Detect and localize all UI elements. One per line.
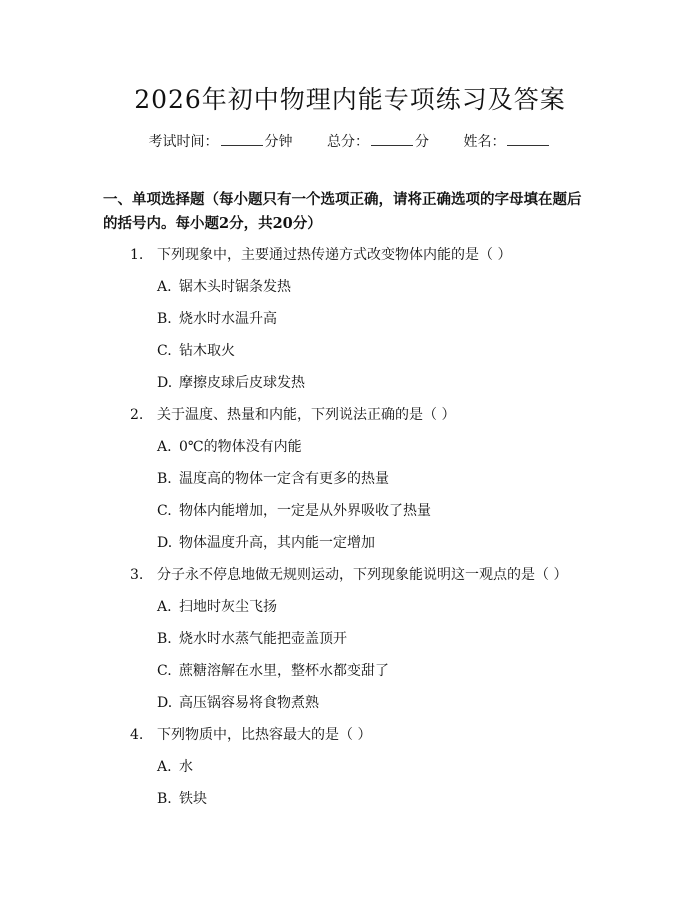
q2-option-c: C. 物体内能增加，一定是从外界吸收了热量 <box>157 503 431 519</box>
q2-option-b: B. 温度高的物体一定含有更多的热量 <box>157 471 389 487</box>
q4-option-a: A. 水 <box>157 759 193 775</box>
question-number: 4. <box>130 727 144 743</box>
exam-time <box>149 131 293 151</box>
q2-option-d: D. 物体温度升高，其内能一定增加 <box>157 535 375 551</box>
q1-option-a: A. 锯木头时锯条发热 <box>157 279 291 295</box>
total-score-label: 总分： <box>327 134 369 150</box>
student-name <box>463 131 551 151</box>
question-1 <box>130 244 511 264</box>
question-4 <box>130 724 371 744</box>
question-3 <box>130 564 567 584</box>
student-name-label: 姓名： <box>463 134 506 150</box>
question-number: 1. <box>130 247 144 263</box>
q1-option-c: C. 钻木取火 <box>157 343 235 359</box>
exam-time-blank <box>221 133 263 146</box>
total-score-blank <box>371 133 413 146</box>
total-score-unit: 分 <box>415 134 429 150</box>
exam-time-unit: 分钟 <box>264 134 293 150</box>
section-heading: 一、单项选择题（每小题只有一个选项正确，请将正确选项的字母填在题后的括号内。每小题2分，共20分） <box>103 191 582 232</box>
exam-info <box>0 131 700 151</box>
question-2 <box>130 404 455 424</box>
question-text: 下列现象中，主要通过热传递方式改变物体内能的是（ ） <box>157 247 512 263</box>
q3-option-a: A. 扫地时灰尘飞扬 <box>157 599 277 615</box>
q1-option-d: D. 摩擦皮球后皮球发热 <box>157 375 305 391</box>
q2-option-a: A. 0℃的物体没有内能 <box>157 439 302 455</box>
q3-option-d: D. 高压锅容易将食物煮熟 <box>157 695 319 711</box>
q3-option-b: B. 烧水时水蒸气能把壶盖顶开 <box>157 631 347 647</box>
question-text: 关于温度、热量和内能，下列说法正确的是（ ） <box>157 407 456 423</box>
total-score <box>327 131 429 151</box>
q1-option-b: B. 烧水时水温升高 <box>157 311 277 327</box>
question-number: 3. <box>130 567 144 583</box>
question-text: 下列物质中，比热容最大的是（ ） <box>157 727 372 743</box>
page-title: 2026年初中物理内能专项练习及答案 <box>134 85 566 114</box>
question-text: 分子永不停息地做无规则运动，下列现象能说明这一观点的是（ ） <box>157 567 568 583</box>
q3-option-c: C. 蔗糖溶解在水里，整杯水都变甜了 <box>157 663 389 679</box>
question-number: 2. <box>130 407 144 423</box>
q4-option-b: B. 铁块 <box>157 791 207 807</box>
exam-time-label: 考试时间： <box>148 134 219 150</box>
student-name-blank <box>507 133 549 146</box>
